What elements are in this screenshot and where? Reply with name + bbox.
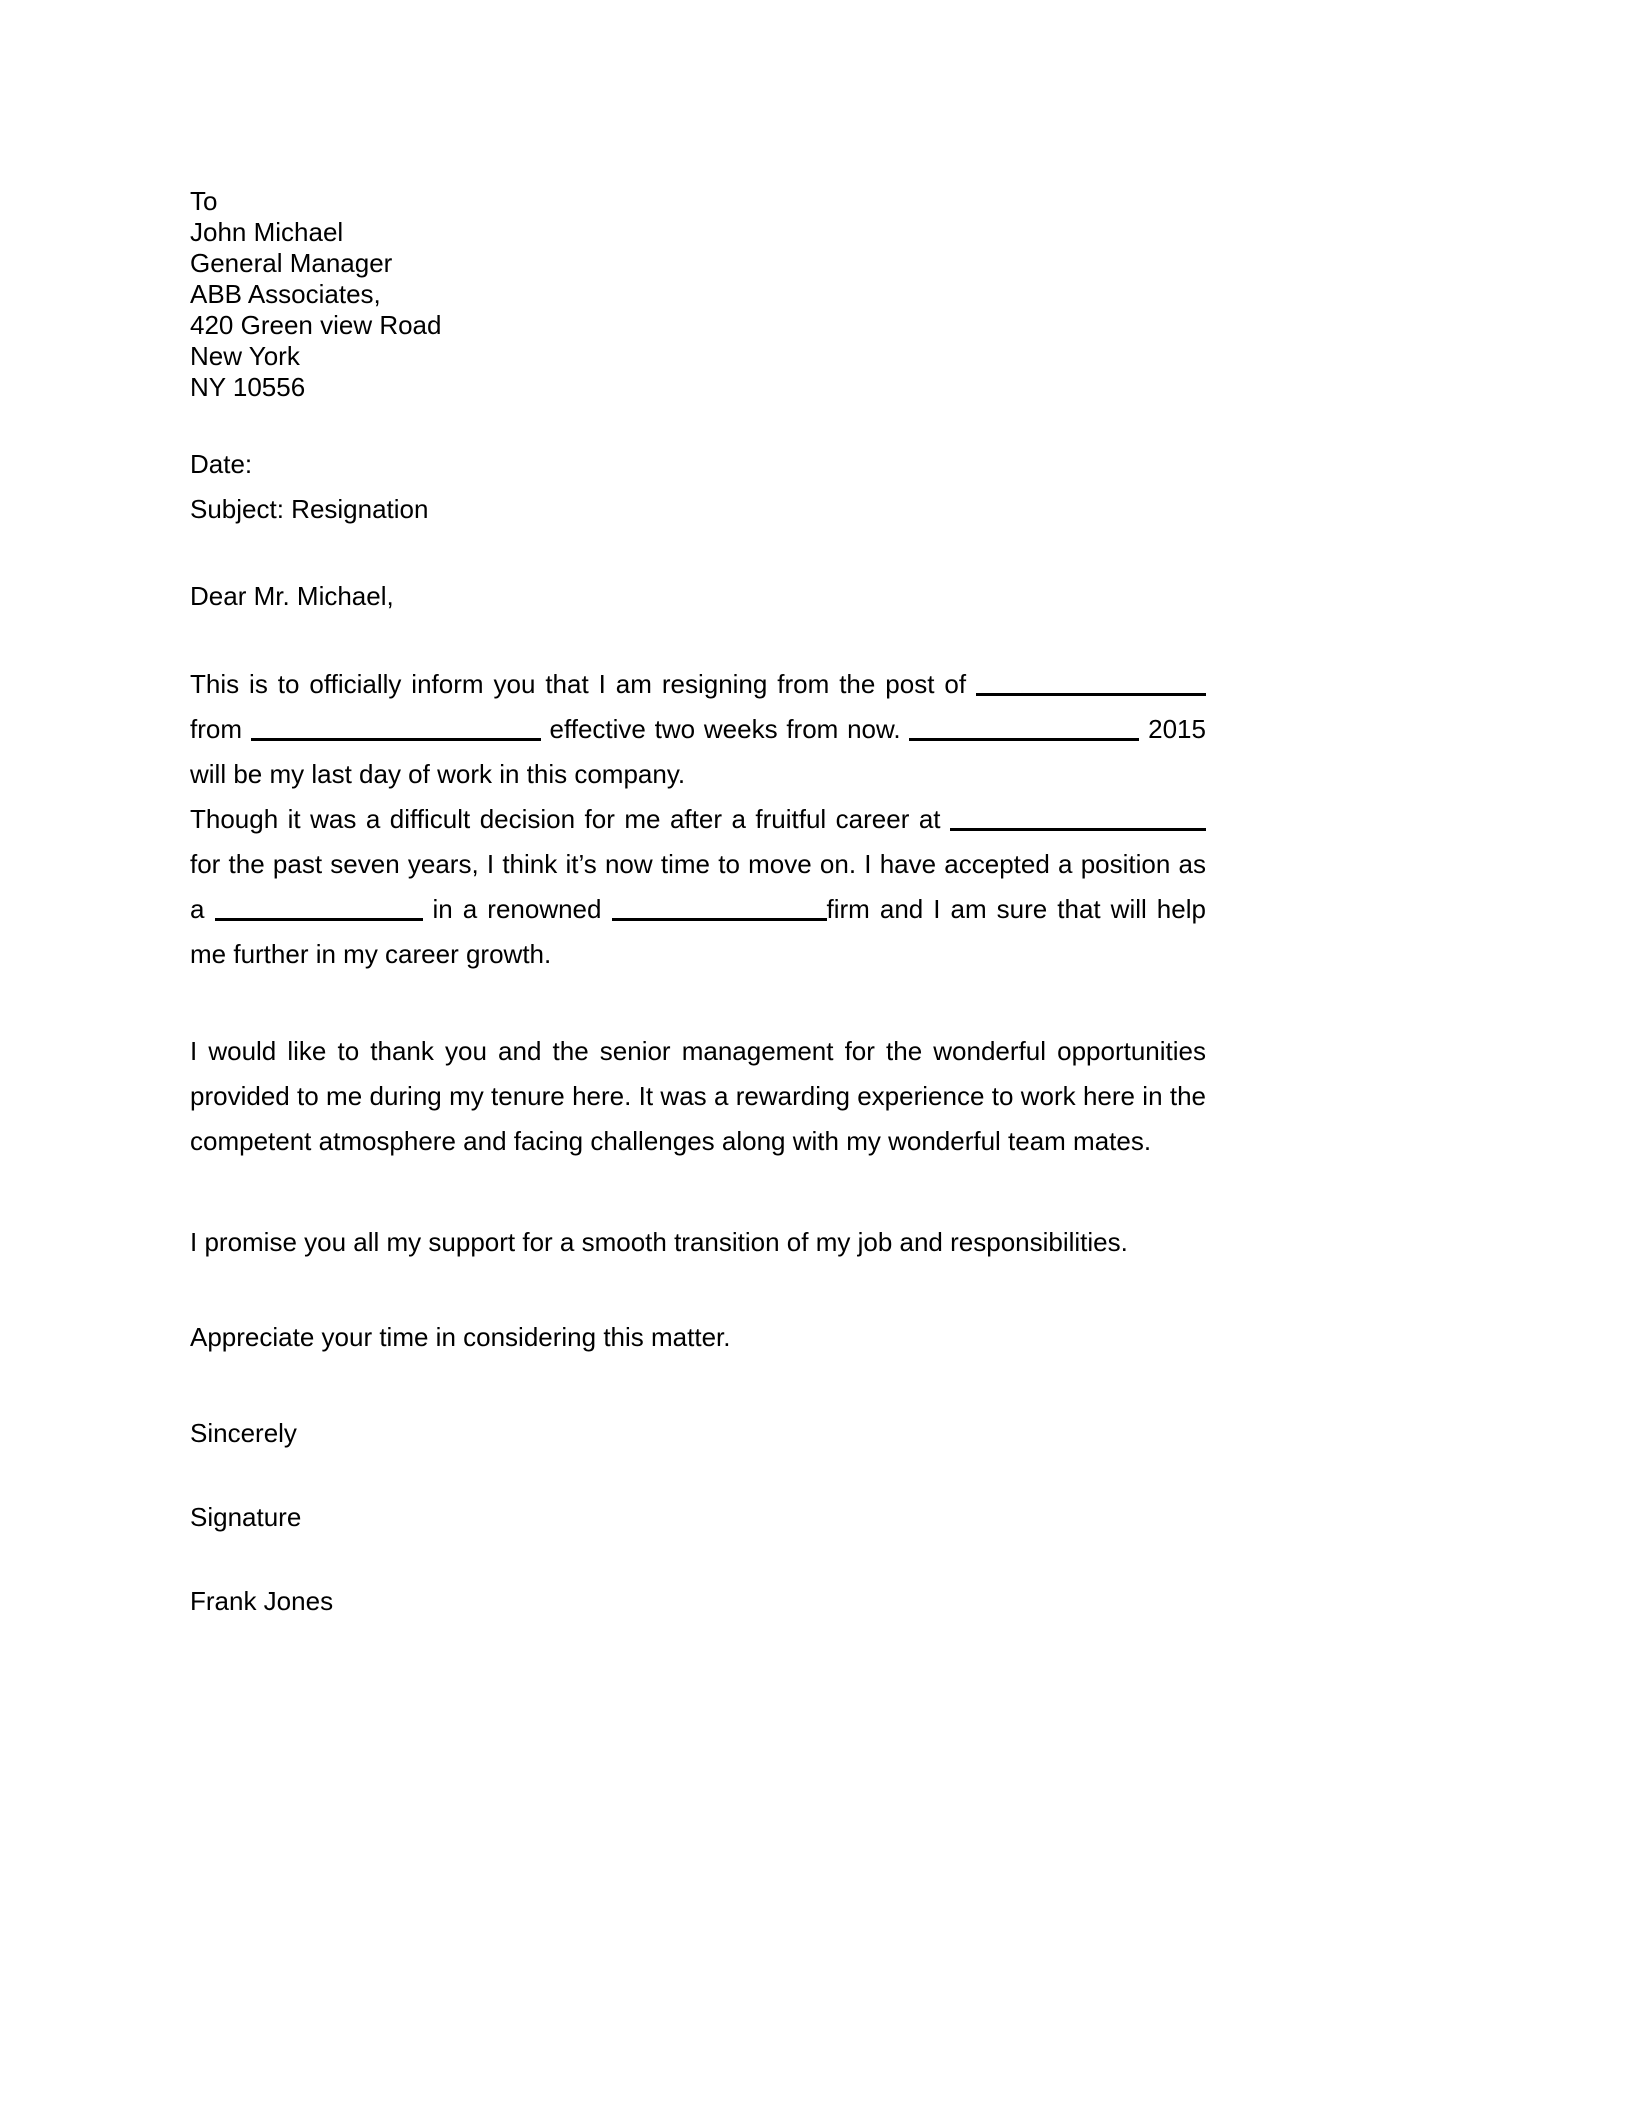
body-paragraph-5: Appreciate your time in considering this matter. [190, 1322, 731, 1352]
letter-meta-block [190, 442, 1206, 532]
p2-segment-1: Though it was a difficult decision for me after a fruitful career at [190, 804, 941, 834]
closing-signature-label: Signature [190, 1502, 302, 1532]
closing-sender-name: Frank Jones [190, 1586, 334, 1616]
p1-segment-4: 2015 will be my last day of work in this company. [190, 714, 1206, 789]
blank-last-day-date[interactable] [909, 716, 1139, 741]
address-city: New York [190, 341, 300, 371]
address-recipient-title: General Manager [190, 248, 393, 278]
p1-segment-3: effective two weeks from now. [549, 714, 901, 744]
blank-company-name[interactable] [251, 716, 541, 741]
body-paragraph-1 [190, 662, 1206, 797]
p1-segment-1: This is to officially inform you that I am resigning from the post of [190, 669, 967, 699]
body-paragraph-4: I promise you all my support for a smooth transition of my job and responsibilities. [190, 1227, 1128, 1257]
recipient-address-block [190, 186, 1206, 403]
p2-segment-3: in a renowned [432, 894, 602, 924]
body-paragraph-3: I would like to thank you and the senior management for the wonderful opportunities provided to me during my tenure here. It was a rewarding experience to work here in the competent atmosphere and facing challenges along with my wonderful team mates. [190, 1036, 1206, 1156]
address-street: 420 Green view Road [190, 310, 442, 340]
salutation-line: Dear Mr. Michael, [190, 581, 394, 611]
address-state-zip: NY 10556 [190, 372, 306, 402]
body-paragraph-2 [190, 797, 1206, 977]
address-recipient-name: John Michael [190, 217, 344, 247]
address-company: ABB Associates, [190, 279, 381, 309]
blank-post-title[interactable] [976, 671, 1206, 696]
blank-new-position[interactable] [215, 896, 423, 921]
closing-sincerely: Sincerely [190, 1418, 297, 1448]
subject-line: Subject: Resignation [190, 494, 429, 524]
letter-content [190, 186, 1206, 1617]
date-line: Date: [190, 449, 253, 479]
address-to-label: To [190, 186, 218, 216]
p2-segment-2: for the past seven years, I think it’s now time to move on. I have accepted a position as a [190, 849, 1206, 924]
blank-new-firm-type[interactable] [612, 896, 827, 921]
p1-segment-2: from [190, 714, 242, 744]
blank-employer-name[interactable] [950, 806, 1206, 831]
p2-segment-4: firm and I am sure that will help me further in my career growth. [190, 894, 1206, 969]
